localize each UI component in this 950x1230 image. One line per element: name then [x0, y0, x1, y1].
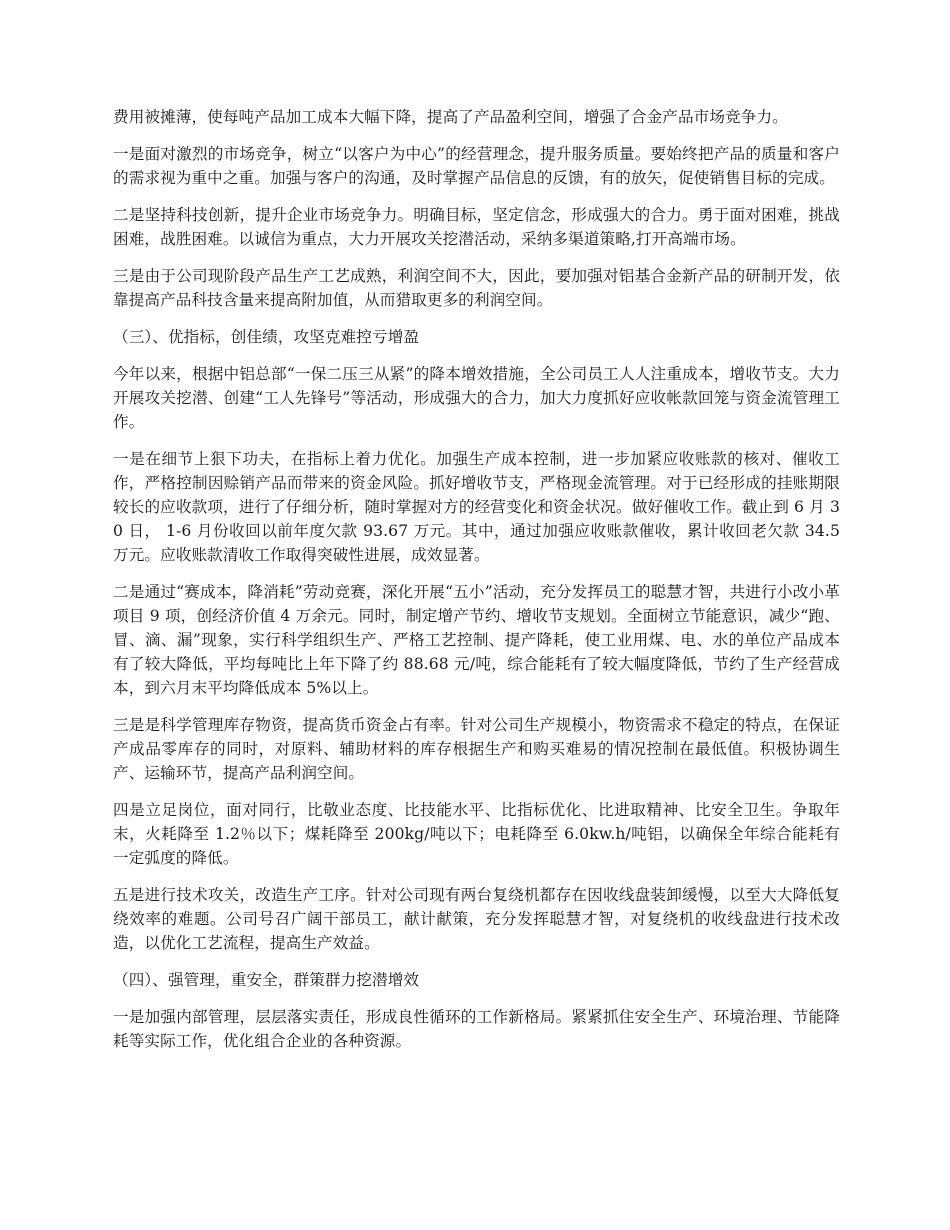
paragraph-post-targets: 四是立足岗位，面对同行，比敬业态度、比技能水平、比指标优化、比进取精神、比安全卫生。争取年末，火耗降至 1.2％以下；煤耗降至 200kg/吨以下；电耗降至 6.0kw.h/吨铝，以确保全年综合能耗有一定弧度的降低。 — [113, 801, 840, 867]
paragraph-cost-summary: 费用被摊薄，使每吨产品加工成本大幅下降，提高了产品盈利空间，增强了合金产品市场竞争力。 — [113, 108, 788, 126]
paragraph-internal-management: 一是加强内部管理，层层落实责任，形成良性循环的工作新格局。紧紧抓住安全生产、环境治理、节能降耗等实际工作，优化组合企业的各种资源。 — [113, 1008, 840, 1050]
paragraph-new-product: 三是由于公司现阶段产品生产工艺成熟，利润空间不大，因此，要加强对铝基合金新产品的研制开发，依靠提高产品科技含量来提高附加值，从而猎取更多的利润空间。 — [113, 267, 840, 309]
paragraph-receivables: 一是在细节上狠下功夫，在指标上着力优化。加强生产成本控制，进一步加紧应收账款的核对、催收工作，严格控制因赊销产品而带来的资金风险。抓好增收节支，严格现金流管理。对于已经形成的挂账期限较长的应收款项，进行了仔细分析，随时掌握对方的经营变化和资金状况。做好催收工作。截止到 6 月 30 日， 1-6 月份收回以前年度欠款 93.67 万元。其中，通过加强应收账款催收，累计收回老欠款 34.5 万元。应收账款清收工作取得突破性进展，成效显著。 — [113, 450, 840, 564]
paragraph-inventory: 三是是科学管理库存物资，提高货币资金占有率。针对公司生产规模小，物资需求不稳定的特点，在保证产成品零库存的同时，对原料、辅助材料的库存根据生产和购买难易的情况控制在最低值。积极协调生产、运输环节，提高产品利润空间。 — [113, 716, 840, 782]
paragraph-tech-innovation: 二是坚持科技创新，提升企业市场竞争力。明确目标，坚定信念，形成强大的合力。勇于面对困难，挑战困难，战胜困难。以诚信为重点，大力开展攻关挖潜活动，采纳多渠道策略,打开高端市场。 — [113, 206, 840, 248]
paragraph-customer-focus: 一是面对激烈的市场竞争，树立“以客户为中心”的经营理念，提升服务质量。要始终把产品的质量和客户的需求视为重中之重。加强与客户的沟通，及时掌握产品信息的反馈，有的放矢，促使销售目标的完成。 — [113, 145, 840, 187]
section-heading-three: （三）、优指标，创佳绩，攻坚克难控亏增盈 — [113, 328, 420, 346]
document-body — [113, 105, 840, 1066]
paragraph-tech-renovation: 五是进行技术攻关，改造生产工序。针对公司现有两台复绕机都存在因收线盘装卸缓慢，以至大大降低复绕效率的难题。公司号召广阔干部员工，献计献策，充分发挥聪慧才智，对复绕机的收线盘进行技术改造，以优化工艺流程，提高生产效益。 — [113, 886, 840, 952]
paragraph-cost-measures: 今年以来，根据中铝总部“一保二压三从紧”的降本增效措施，全公司员工人人注重成本，增收节支。大力开展攻关挖潜、创建“工人先锋号”等活动，形成强大的合力，加大力度抓好应收帐款回笼与资金流管理工作。 — [113, 365, 840, 431]
paragraph-labor-competition: 二是通过“赛成本，降消耗”劳动竞赛，深化开展“五小”活动，充分发挥员工的聪慧才智，共进行小改小革项目 9 项，创经济价值 4 万余元。同时，制定增产节约、增收节支规划。全面树立节能意识，减少“跑、冒、滴、漏”现象，实行科学组织生产、严格工艺控制、提产降耗，使工业用煤、电、水的单位产品成本有了较大降低，平均每吨比上年下降了约 88.68 元/吨，综合能耗有了较大幅度降低，节约了生产经营成本，到六月末平均降低成本 5%以上。 — [113, 583, 840, 697]
section-heading-four: （四）、强管理，重安全，群策群力挖潜增效 — [113, 971, 420, 989]
